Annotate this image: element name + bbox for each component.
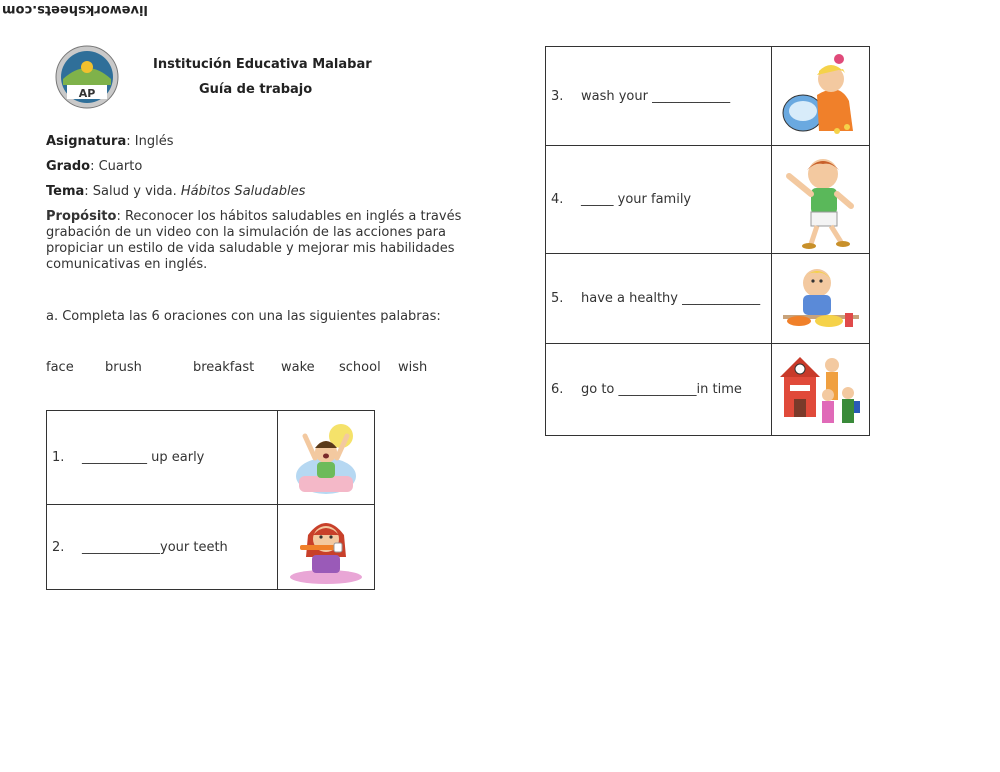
girl-washing-face-icon	[772, 51, 869, 141]
exercise-sentence[interactable]: go to ____________in time	[581, 382, 742, 397]
boy-eating-breakfast-icon	[772, 259, 869, 339]
exercise-picture-cell	[772, 344, 870, 436]
child-waking-up-icon	[278, 418, 374, 498]
exercise-number: 3.	[551, 88, 564, 104]
exercise-row	[546, 254, 870, 344]
exercise-picture-cell	[278, 505, 375, 590]
school-logo-icon	[55, 45, 119, 109]
exercise-number: 2.	[52, 539, 65, 555]
exercise-picture-cell	[772, 47, 870, 146]
exercise-text-cell	[47, 505, 278, 590]
grade-label: Grado	[46, 159, 91, 174]
topic-italic: Hábitos Saludables	[180, 184, 306, 199]
grade-value: : Cuarto	[90, 159, 143, 174]
grade-line	[46, 159, 142, 174]
exercise-sentence[interactable]: ____________your teeth	[82, 539, 228, 555]
word-bank-item: face	[46, 360, 74, 375]
subject-value: : Inglés	[126, 134, 174, 149]
exercise-picture-cell	[278, 411, 375, 505]
exercise-text-cell	[546, 254, 772, 344]
exercise-row	[546, 146, 870, 254]
guide-title: Guía de trabajo	[199, 82, 313, 97]
boy-waving-icon	[772, 150, 869, 250]
purpose-value: : Reconocer los hábitos saludables en inglés a través grabación de un video con la simulación de las acciones para propiciar un estilo de vida saludable y mejorar mis habilidades comunicativas en inglés.	[46, 209, 462, 272]
exercise-number: 5.	[551, 291, 564, 306]
exercise-sentence[interactable]: _____ your family	[581, 192, 692, 207]
children-at-school-icon	[772, 347, 869, 433]
exercise-table-right	[545, 46, 870, 436]
word-bank-item: school	[339, 360, 381, 375]
exercise-row	[47, 411, 375, 505]
exercise-text-cell	[546, 47, 772, 146]
exercise-sentence[interactable]: have a healthy ____________	[581, 291, 761, 306]
logo-text: AP	[78, 87, 96, 100]
exercise-number: 6.	[551, 382, 564, 397]
exercise-text-cell	[546, 344, 772, 436]
exercise-table-left	[46, 410, 375, 590]
word-bank-item: wish	[398, 360, 428, 375]
instruction: a. Completa las 6 oraciones con una las siguientes palabras:	[46, 309, 441, 324]
exercise-row	[47, 505, 375, 590]
girl-brushing-teeth-icon	[278, 507, 374, 587]
purpose-label: Propósito	[46, 209, 117, 224]
exercise-picture-cell	[772, 146, 870, 254]
exercise-sentence[interactable]: wash your ____________	[581, 88, 731, 104]
topic-value: : Salud y vida.	[84, 184, 181, 199]
exercise-text-cell	[546, 146, 772, 254]
purpose-paragraph	[46, 209, 466, 273]
word-bank-item: wake	[281, 360, 315, 375]
school-name: Institución Educativa Malabar	[153, 57, 372, 72]
exercise-row	[546, 344, 870, 436]
word-bank-item: brush	[105, 360, 142, 375]
topic-line	[46, 184, 305, 199]
exercise-picture-cell	[772, 254, 870, 344]
exercise-row	[546, 47, 870, 146]
subject-label: Asignatura	[46, 134, 127, 149]
exercise-sentence[interactable]: __________ up early	[82, 450, 205, 465]
exercise-number: 1.	[52, 450, 65, 465]
exercise-number: 4.	[551, 192, 564, 207]
topic-label: Tema	[46, 184, 85, 199]
subject-line	[46, 134, 173, 149]
watermark: liveworksheets.com	[2, 2, 148, 17]
exercise-text-cell	[47, 411, 278, 505]
word-bank-item: breakfast	[193, 360, 255, 375]
